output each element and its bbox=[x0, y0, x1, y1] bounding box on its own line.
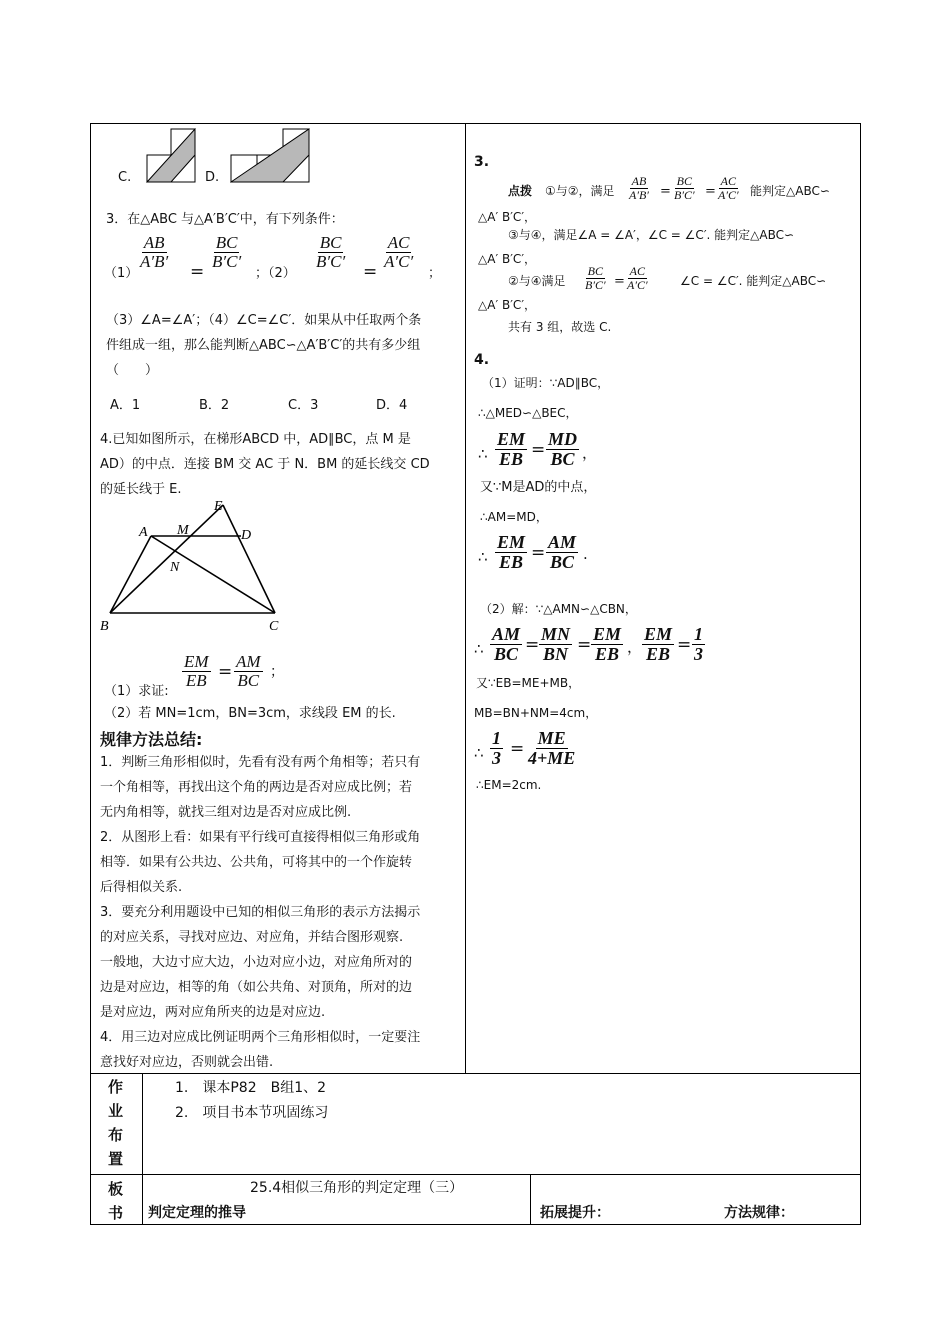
solution-4-eq-6: = bbox=[510, 739, 525, 759]
vertex-label-e: E bbox=[214, 499, 223, 514]
solution-4-l10: MB=BN+NM=4cm， bbox=[474, 706, 598, 720]
solution-4-frac-mn-bn: $\frac{MN}{BN}$ bbox=[541, 624, 571, 664]
homework-label-char: 业 bbox=[108, 1102, 124, 1120]
solution-3-l7: 共有 3 组，故选 C. bbox=[508, 320, 612, 334]
q3-equals-1: = bbox=[190, 262, 205, 282]
q3-separator: ；（2） bbox=[255, 266, 296, 281]
solution-4-therefore-3: ∴ bbox=[474, 640, 484, 658]
solution-4-l1: （1）证明：∵AD∥BC， bbox=[482, 376, 610, 390]
solution-4-frac-em-eb-2: $\frac{EM}{EB}$ bbox=[497, 532, 526, 572]
solution-4-frac-am-bc: $\frac{AM}{BC}$ bbox=[548, 532, 577, 572]
solution-4-number: 4. bbox=[474, 352, 490, 368]
label-column-divider bbox=[142, 1073, 143, 1225]
solution-4-therefore-1: ∴ bbox=[478, 445, 488, 463]
solution-3-eq-2: = bbox=[705, 184, 716, 199]
q3-line4: 件组成一组，那么能判断△ABC∽△A′B′C′的共有多少组 bbox=[106, 338, 421, 353]
vertex-label-n: N bbox=[170, 560, 180, 575]
summary-line: 无内角相等，就找三组对边是否对应成比例. bbox=[100, 805, 352, 820]
summary-line: 意找好对应边，否则就会出错. bbox=[100, 1055, 274, 1070]
q3-fraction-bc-2: $\frac{BC}{B'C'}$ bbox=[316, 233, 346, 271]
q4-fraction-em-eb: $\frac{EM}{EB}$ bbox=[184, 652, 209, 690]
vertex-label-b: B bbox=[100, 619, 109, 634]
solution-3-l2: △A′ B′C′， bbox=[478, 210, 537, 224]
solution-4-therefore-4: ∴ bbox=[474, 744, 484, 762]
solution-4-frac-one-third: $\frac{1}{3}$ bbox=[694, 624, 703, 664]
q3-option-b: B．2 bbox=[199, 398, 230, 413]
solution-3-eq-1: = bbox=[660, 184, 671, 199]
column-divider bbox=[465, 123, 466, 1073]
solution-4-dot: . bbox=[583, 545, 588, 563]
homework-item-1: 1. 课本P82 B组1、2 bbox=[175, 1080, 327, 1096]
solution-4-frac-one-third-2: $\frac{1}{3}$ bbox=[492, 728, 501, 768]
solution-4-frac-am-bc-2: $\frac{AM}{BC}$ bbox=[492, 624, 521, 664]
vertex-label-c: C bbox=[269, 619, 279, 634]
solution-4-comma: ， bbox=[582, 444, 598, 462]
q4-fraction-am-bc: $\frac{AM}{BC}$ bbox=[236, 652, 261, 690]
q3-fraction-ab: $\frac{AB}{A'B'}$ bbox=[140, 233, 169, 271]
homework-label-char: 作 bbox=[108, 1078, 124, 1096]
q4-equals: = bbox=[218, 662, 233, 682]
homework-item-2: 2. 项目书本节巩固练习 bbox=[175, 1105, 329, 1121]
solution-3-tip: 点拨 bbox=[508, 184, 533, 198]
q4-part1: （1）求证: bbox=[104, 684, 169, 699]
q4-part2: （2）若 MN=1cm，BN=3cm，求线段 EM 的长. bbox=[104, 706, 396, 721]
vertex-label-d: D bbox=[241, 528, 252, 543]
q3-line5: （ ） bbox=[106, 363, 159, 378]
solution-3-l5a: ②与④满足 bbox=[508, 274, 566, 288]
summary-line: 2．从图形上看：如果有平行线可直接得相似三角形或角 bbox=[100, 830, 421, 845]
summary-heading: 规律方法总结: bbox=[100, 730, 203, 749]
option-d-label: D. bbox=[205, 170, 220, 185]
board-title: 25.4相似三角形的判定定理（三） bbox=[250, 1180, 464, 1196]
summary-line: 一个角相等，再找出这个角的两边是否对应成比例；若 bbox=[100, 780, 413, 795]
option-c-figure bbox=[146, 128, 198, 184]
solution-4-l7: （2）解：∵△AMN∽△CBN， bbox=[480, 602, 637, 616]
solution-4-frac-md-bc: $\frac{MD}{BC}$ bbox=[548, 429, 578, 469]
q3-fraction-ac: $\frac{AC}{A'C'}$ bbox=[384, 233, 414, 271]
board-label-char: 书 bbox=[108, 1204, 124, 1222]
q3-equals-2: = bbox=[363, 262, 378, 282]
solution-4-frac-me: $\frac{ME}{4+ME}$ bbox=[528, 728, 576, 768]
summary-line: 后得相似关系. bbox=[100, 880, 183, 895]
q3-option-a: A．1 bbox=[110, 398, 141, 413]
q3-option-c: C．3 bbox=[288, 398, 319, 413]
vertex-label-a: A bbox=[139, 525, 148, 540]
solution-4-frac-em-eb-1: $\frac{EM}{EB}$ bbox=[497, 429, 526, 469]
solution-4-l5: ∴AM=MD， bbox=[480, 510, 548, 524]
solution-4-l2: ∴△MED∽△BEC， bbox=[478, 406, 578, 420]
summary-line: 3．要充分利用题设中已知的相似三角形的表示方法揭示 bbox=[100, 905, 421, 920]
q4-line1: 4.已知如图所示，在梯形ABCD 中，AD∥BC，点 M 是 bbox=[100, 432, 411, 447]
q4-line2: AD）的中点．连接 BM 交 AC 于 N．BM 的延长线交 CD bbox=[100, 457, 430, 472]
solution-4-comma-2: ， bbox=[627, 638, 643, 656]
solution-4-frac-em-eb-4: $\frac{EM}{EB}$ bbox=[644, 624, 673, 664]
solution-3-frac-ab: $\frac{AB}{A'B'}$ bbox=[629, 174, 649, 202]
summary-line: 1．判断三角形相似时，先看有没有两个角相等；若只有 bbox=[100, 755, 421, 770]
solution-3-frac-bc-2: $\frac{BC}{B'C'}$ bbox=[585, 264, 606, 292]
solution-4-frac-em-eb-3: $\frac{EM}{EB}$ bbox=[593, 624, 622, 664]
homework-label-char: 置 bbox=[108, 1150, 124, 1168]
board-label-char: 板 bbox=[108, 1180, 124, 1198]
row-divider-board bbox=[90, 1174, 861, 1175]
solution-4-eq-2: = bbox=[531, 543, 546, 563]
board-column-divider bbox=[530, 1174, 531, 1225]
option-c-label: C. bbox=[118, 170, 132, 185]
solution-4-eq-4: = bbox=[577, 635, 592, 655]
q3-line3: （3）∠A=∠A′；（4）∠C=∠C′．如果从中任取两个条 bbox=[106, 313, 422, 328]
solution-3-number: 3. bbox=[474, 154, 490, 170]
solution-4-l4: 又∵M是AD的中点， bbox=[480, 480, 597, 495]
solution-3-l6: △A′ B′C′， bbox=[478, 298, 537, 312]
solution-4-eq-1: = bbox=[531, 440, 546, 460]
solution-3-l1b: 能判定△ABC∽ bbox=[750, 184, 830, 198]
summary-line: 相等．如果有公共边、公共角，可将其中的一个作旋转 bbox=[100, 855, 413, 870]
q3-intro: 3．在△ABC 与△A′B′C′中，有下列条件： bbox=[106, 212, 344, 227]
board-method-label: 方法规律： bbox=[724, 1205, 794, 1221]
summary-line: 的对应关系，寻找对应边、对应角，并结合图形观察. bbox=[100, 930, 404, 945]
q3-option-d: D．4 bbox=[376, 398, 408, 413]
q3-end: ； bbox=[428, 266, 442, 281]
solution-3-frac-bc: $\frac{BC}{B'C'}$ bbox=[674, 174, 695, 202]
solution-3-l4: △A′ B′C′， bbox=[478, 252, 537, 266]
q3-fraction-bc-1: $\frac{BC}{B'C'}$ bbox=[212, 233, 242, 271]
summary-line: 一般地，大边寸应大边，小边对应小边，对应角所对的 bbox=[100, 955, 413, 970]
option-d-figure bbox=[230, 128, 312, 184]
solution-3-eq-3: = bbox=[614, 274, 625, 289]
vertex-label-m: M bbox=[177, 523, 189, 538]
solution-4-eq-3: = bbox=[525, 635, 540, 655]
homework-label-char: 布 bbox=[108, 1126, 124, 1144]
summary-line: 边是对应边，相等的角（如公共角、对顶角，所对的边 bbox=[100, 980, 413, 995]
board-left-text: 判定定理的推导 bbox=[148, 1205, 246, 1221]
solution-4-eq-5: = bbox=[677, 635, 692, 655]
solution-3-frac-ac: $\frac{AC}{A'C'}$ bbox=[718, 174, 739, 202]
solution-3-l5b: ∠C = ∠C′. 能判定△ABC∽ bbox=[680, 274, 827, 288]
row-divider-homework bbox=[90, 1073, 861, 1074]
board-extension-label: 拓展提升： bbox=[540, 1205, 610, 1221]
solution-3-frac-ac-2: $\frac{AC}{A'C'}$ bbox=[627, 264, 648, 292]
solution-4-therefore-2: ∴ bbox=[478, 548, 488, 566]
solution-3-l3: ③与④，满足∠A = ∠A′，∠C = ∠C′. 能判定△ABC∽ bbox=[508, 228, 795, 242]
summary-line: 4．用三边对应成比例证明两个三角形相似时，一定要注 bbox=[100, 1030, 421, 1045]
q3-label-1: （1） bbox=[104, 266, 139, 281]
summary-line: 是对应边，两对应角所夹的边是对应边. bbox=[100, 1005, 326, 1020]
solution-4-l12: ∴EM=2cm. bbox=[476, 778, 542, 792]
q4-line3: 的延长线于 E. bbox=[100, 482, 182, 497]
solution-4-l9: 又∵EB=ME+MB， bbox=[476, 676, 581, 690]
trapezoid-figure bbox=[95, 495, 295, 640]
q4-semicolon: ； bbox=[270, 664, 284, 680]
solution-3-l1a: ①与②，满足 bbox=[545, 184, 615, 198]
